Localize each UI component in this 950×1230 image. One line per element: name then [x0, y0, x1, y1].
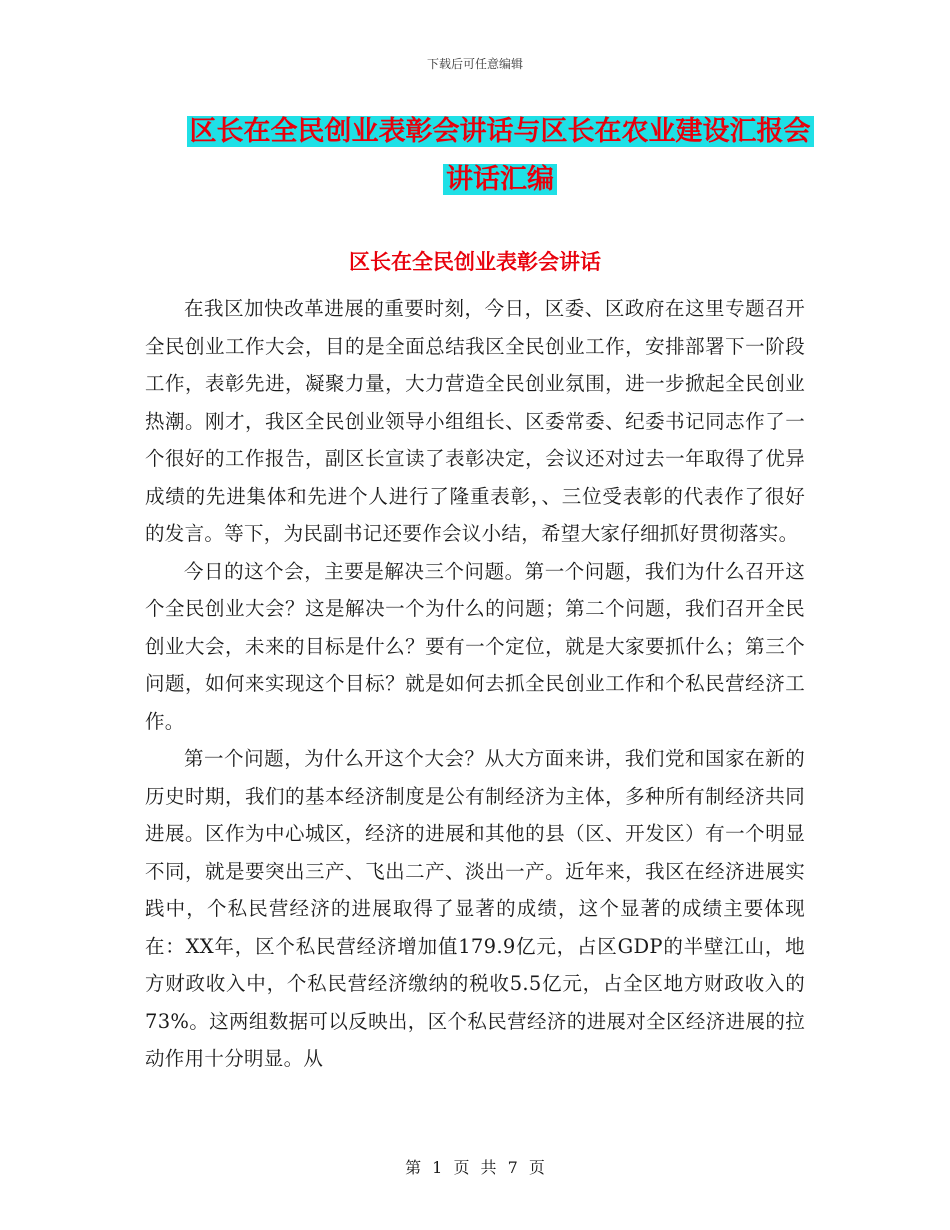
body-text	[145, 290, 805, 1078]
document-title-line-1: 区长在全民创业表彰会讲话与区长在农业建设汇报会	[187, 116, 814, 147]
paragraph-3: 第一个问题，为什么开这个大会？从大方面来讲，我们党和国家在新的历史时期，我们的基本经济制度是公有制经济为主体，多种所有制经济共同进展。区作为中心城区，经济的进展和其他的县（区、开发区）有一个明显不同，就是要突出三产、飞出二产、淡出一产。近年来，我区在经济进展实践中，个私民营经济的进展取得了显著的成绩，这个显著的成绩主要体现在：XX年，区个私民营经济增加值179.9亿元，占区GDP的半壁江山，地方财政收入中，个私民营经济缴纳的税收5.5亿元，占全区地方财政收入的73%。这两组数据可以反映出，区个私民营经济的进展对全区经济进展的拉动作用十分明显。从	[145, 747, 805, 1070]
section-title: 区长在全民创业表彰会讲话	[349, 250, 601, 274]
paragraph-2: 今日的这个会，主要是解决三个问题。第一个问题，我们为什么召开这个全民创业大会？这是解决一个为什么的问题；第二个问题，我们召开全民创业大会，未来的目标是什么？要有一个定位，就是大家要抓什么；第三个问题，如何来实现这个目标？就是如何去抓全民创业工作和个私民营经济工作。	[145, 559, 805, 733]
document-title	[140, 108, 860, 204]
page-footer: 第 1 页 共 7 页	[405, 1158, 545, 1177]
document-title-line-2: 讲话汇编	[443, 164, 557, 195]
paragraph-1: 在我区加快改革进展的重要时刻，今日，区委、区政府在这里专题召开全民创业工作大会，目的是全面总结我区全民创业工作，安排部署下一阶段工作，表彰先进，凝聚力量，大力营造全民创业氛围，进一步掀起全民创业热潮。刚才，我区全民创业领导小组组长、区委常委、纪委书记同志作了一个很好的工作报告，副区长宣读了表彰决定，会议还对过去一年取得了优异成绩的先进集体和先进个人进行了隆重表彰，、三位受表彰的代表作了很好的发言。等下，为民副书记还要作会议小结，希望大家仔细抓好贯彻落实。	[145, 297, 805, 545]
page-header-note: 下载后可任意编辑	[426, 57, 523, 71]
